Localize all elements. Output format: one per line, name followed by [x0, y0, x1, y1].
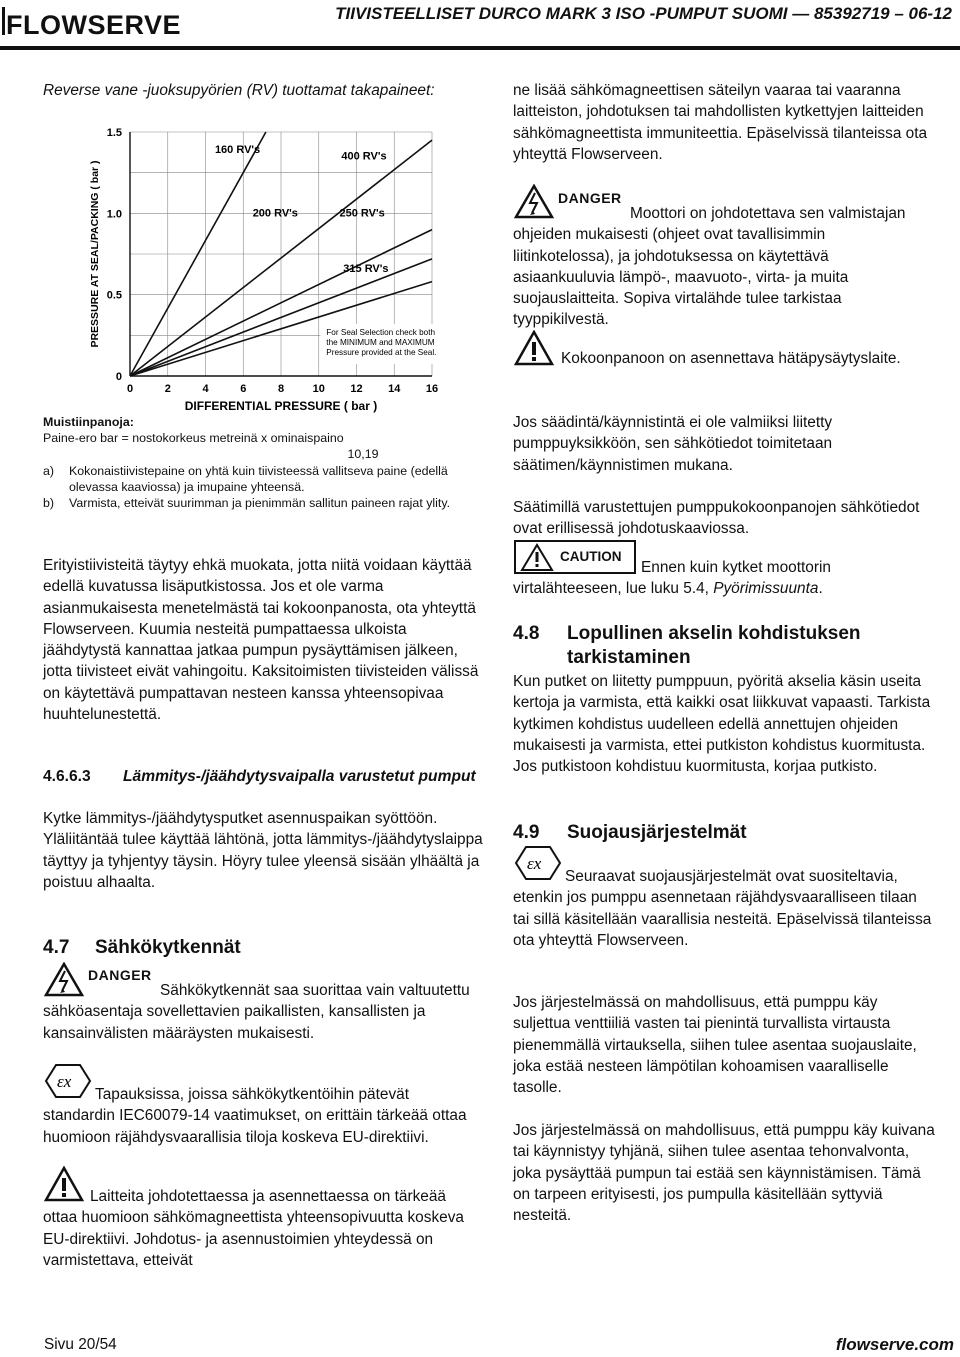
caution-label: CAUTION — [560, 549, 622, 564]
section-4663-number: 4.6.6.3 — [43, 768, 91, 785]
x-tick-label: 0 — [126, 383, 134, 395]
section-47-heading — [43, 936, 483, 960]
svg-text:εx: εx — [527, 854, 542, 873]
section-48-number: 4.8 — [513, 623, 540, 644]
series-label: 250 RV's — [339, 207, 385, 220]
series-label: 200 RV's — [252, 207, 298, 220]
note-b-label: b) — [43, 496, 55, 511]
left-para-4: Tapauksissa, joissa sähkökytkentöihin pätevät standardin IEC60079-14 vaatimukset, on erittäin tärkeää ottaa huomioon räjähdysvaarallisia tiloja koskeva EU-direktiivi. — [43, 1086, 467, 1146]
danger-label-right: DANGER — [558, 190, 622, 206]
pressure-chart — [80, 118, 450, 418]
y-tick-label: 0 — [115, 371, 122, 383]
section-47-number: 4.7 — [43, 937, 70, 958]
right-para-9: Jos järjestelmässä on mahdollisuus, että pumppu käy suljettua venttiiliä vasten tai pienintä turvallista virtausta pienemmällä virtauksella, siihen tulee asentaa suojauslaite, joka estää nesteen lämpötilan kohoamisen vaaralliselle tasolle. — [513, 994, 917, 1097]
right-para-8: Seuraavat suojausjärjestelmät ovat suositeltavia, etenkin jos pumppu asennetaan räjähdysvaaralliseen tilaan tai sillä käsitellään vaarallisia nesteitä. Epäselvissä tilanteissa ota yhteyttä Flowserveen. — [513, 868, 932, 949]
note-a-text: Kokonaistiivistepaine on yhtä kuin tiivisteessä vallitseva paine (edellä olevassa kaaviossa) ja imupaine yhteensä. — [69, 463, 448, 494]
right-para-10: Jos järjestelmässä on mahdollisuus, että pumppu käy kuivana tai käynnistyy tyhjänä, siihen tulee asentaa tehonvalvonta, joka pysäyttää pumpun tai estää sen käynnistämisen. Tämä on tarpeen erityisesti, jos pumpulla käsitellään syttyviä nesteitä. — [513, 1122, 935, 1225]
header-title: TIIVISTEELLISET DURCO MARK 3 ISO -PUMPUT SUOMI — 85392719 – 06-12 — [335, 4, 952, 23]
left-para-2: Kytke lämmitys-/jäähdytysputket asennuspaikan syöttöön. Yläliitäntää tulee käyttää lähtönä, jotta lämmitys-/jäähdytyslaippa täyttyy ja tyhjentyy täysin. Höyry tulee yleensä sisään ylhäältä ja poistuu alhaalta. — [43, 810, 483, 891]
chart-caption: Reverse vane -juoksupyörien (RV) tuottamat takapaineet: — [43, 82, 435, 99]
section-49-title: Suojausjärjestelmät — [567, 822, 747, 843]
y-axis-label: PRESSURE AT SEAL/PACKING ( bar ) — [89, 160, 101, 348]
x-tick-label: 14 — [388, 383, 401, 395]
section-48-title: Lopullinen akselin kohdistuksen tarkistaminen — [567, 623, 861, 668]
right-para-4: Jos säädintä/käynnistintä ei ole valmiiksi liitetty pumppuyksikköön, sen sähkötiedot toimitetaan säätimen/käynnistimen mukana. — [513, 414, 833, 474]
formula-denominator: 10,19 — [347, 447, 379, 462]
y-tick-label: 0.5 — [106, 289, 122, 302]
y-tick-label: 1.5 — [106, 127, 122, 139]
note-b — [43, 495, 483, 511]
annotation-line: the MINIMUM and MAXIMUM — [326, 337, 435, 347]
x-tick-label: 12 — [350, 383, 363, 395]
formula-text: Paine-ero bar = nostokorkeus metreinä x ominaispaino — [43, 431, 344, 446]
note-a — [43, 463, 483, 495]
right-para-1: ne lisää sähkömagneettisen säteilyn vaaraa tai vaaranna laitteiston, johdotuksen tai mahdollisten kytkettyjen laitteiden sähkömagneettista immuniteettia. Epäselvissä tilanteissa ota yhteyttä Flowserveen. — [513, 82, 928, 163]
right-para-6-end: . — [818, 580, 823, 598]
section-4663-heading — [43, 766, 483, 787]
footer-site: flowserve.com — [835, 1335, 954, 1354]
series-label: 400 RV's — [341, 150, 387, 163]
right-para-2: Moottori on johdotettava sen valmistajan ohjeiden mukaisesti (ohjeet ovat tavallisimmin liitinkotelossa), ja johdotuksessa on käytettävä asiaankuuluvia lämpö-, maavuoto-, virta- ja muita suojauslaitteita. Sopiva virtalähde tulee tarkistaa tyyppikilvestä. — [513, 205, 906, 329]
logo-text: FLOWSERVE — [6, 10, 182, 40]
series-label: 315 RV's — [343, 262, 389, 275]
right-para-3: Kokoonpanoon on asennettava hätäpysäytyslaite. — [561, 350, 901, 367]
y-tick-label: 1.0 — [106, 208, 122, 221]
header-rule — [0, 46, 960, 50]
right-para-7: Kun putket on liitetty pumppuun, pyöritä akselia käsin useita kertoja ja varmista, että kaikki osat liikkuvat vapaasti. Tarkista kytkimen kohdistus uudelleen edellä annettujen ohjeiden mukaisesti ja varmista, ettei putkiston kohdistus kuormitusta. Jos putkistoon kohdistuu kuormitusta, korjaa putkisto. — [513, 673, 931, 776]
x-tick-label: 2 — [164, 383, 171, 395]
x-axis-label: DIFFERENTIAL PRESSURE ( bar ) — [184, 399, 378, 413]
danger-label-left: DANGER — [88, 967, 152, 983]
section-47-title: Sähkökytkennät — [95, 937, 241, 958]
left-para-3: Sähkökytkennät saa suorittaa vain valtuutettu sähköasentaja sovellettavien paikallisten, kansallisten ja kansainvälisten määräysten mukaisesti. — [43, 982, 470, 1042]
note-b-text: Varmista, etteivät suurimman ja pienimmän sallitun paineen rajat ylity. — [69, 496, 451, 511]
svg-text:εx: εx — [57, 1072, 72, 1091]
annotation-line: For Seal Selection check both — [326, 327, 436, 337]
formula-line — [43, 430, 483, 446]
x-tick-label: 16 — [425, 383, 439, 395]
right-para-6 — [513, 557, 933, 600]
section-4663-title: Lämmitys-/jäähdytysvaipalla varustetut pumput — [123, 768, 476, 785]
x-tick-label: 4 — [202, 383, 209, 395]
x-tick-label: 6 — [240, 383, 247, 395]
section-49-number: 4.9 — [513, 822, 540, 843]
x-tick-label: 10 — [312, 383, 325, 395]
left-para-1: Erityistiivisteitä täytyy ehkä muokata, jotta niitä voidaan käyttää edellä kuvatussa lisäputkistossa. Jos et ole varma asianmukaisesta menetelmästä tai kokoonpanosta, ota yhteyttä Flowserveen. Kuumia nesteitä pumpattaessa ulkoista jäähdytystä kannattaa jatkaa pumpun pysäyttämisen jälkeen, jotta tiivisteet eivät vahingoitu. Kaksitoimisten tiivisteiden välissä on käytettävä pumpattavan nesteen kanssa yhteensopivaa huuhtelunestettä. — [43, 557, 479, 724]
notes-title: Muistiinpanoja: — [43, 415, 134, 429]
x-tick-label: 8 — [277, 383, 285, 395]
note-a-label: a) — [43, 463, 55, 478]
rotation-direction-ref: Pyörimissuunta — [713, 580, 819, 598]
left-para-5: Laitteita johdotettaessa ja asennettaessa on tärkeää ottaa huomioon sähkömagneettista yhteensopivuutta koskeva EU-direktiivi. Johdotus- ja asennustoimien yhteydessä on varmistettava, etteivät — [43, 1188, 464, 1269]
page-number: Sivu 20/54 — [44, 1336, 117, 1353]
flowserve-logo — [2, 4, 182, 42]
series-label: 160 RV's — [214, 144, 261, 157]
section-48-heading — [513, 622, 933, 670]
right-para-5: Säätimillä varustettujen pumppukokoonpanojen sähkötiedot ovat erillisessä johdotuskaaviossa. — [513, 499, 920, 538]
section-49-heading — [513, 821, 933, 845]
right-para-6-text: Ennen kuin kytket moottorin virtalähteeseen, lue luku 5.4, — [513, 559, 831, 598]
notes-block — [43, 414, 483, 511]
annotation-line: Pressure provided at the Seal. — [326, 347, 437, 357]
